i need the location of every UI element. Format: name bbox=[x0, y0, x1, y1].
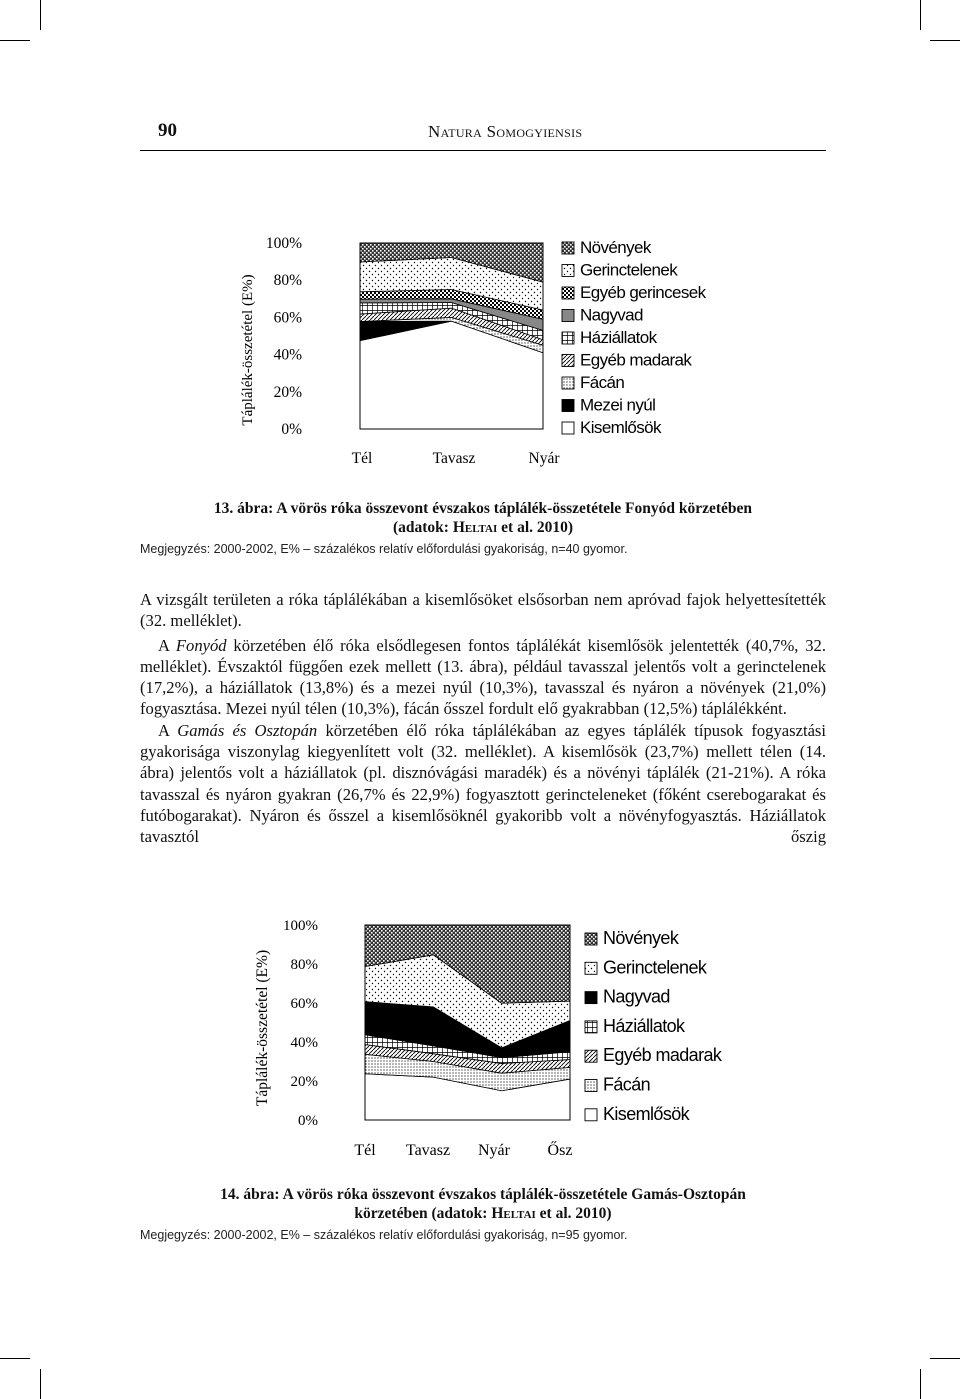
legend-label: Fácán bbox=[580, 373, 625, 392]
text-run: A bbox=[158, 635, 176, 655]
text-run: körzetében élő róka táplálékában az egyes táplálék típusok fogyasztási gyakorisága viszonylag kiegyenlített volt (32. melléklet). A kisemlősök (23,7%) mellett télen (14. ábra) jelentős volt a háziállatok (pl. disznóvágási maradék) és a növényi táplálék (21-21%). A róka tavasszal és nyáron gyakran (26,7% és 22,9%) fogyasztott gerincteleneket (főként cserebogarakat és futóbogarakat). Nyáron és ősszel a kisemlősöknél gyakoribb volt a növényfogyasztás. Háziállatok tavasztól őszig bbox=[140, 720, 827, 847]
legend-label: Háziállatok bbox=[603, 1015, 685, 1036]
legend-label: Egyéb madarak bbox=[580, 350, 692, 370]
stacked-area-plot bbox=[365, 925, 570, 1120]
legend-label: Egyéb madarak bbox=[603, 1045, 722, 1066]
caption-line: 14. ábra: A vörös róka összevont évszakos táplálék-összetétele Gamás-Osztopán bbox=[220, 1186, 746, 1203]
legend-swatch bbox=[562, 377, 574, 389]
crop-mark bbox=[40, 0, 41, 30]
legend-label: Háziállatok bbox=[580, 328, 657, 347]
y-tick-label: 40% bbox=[273, 346, 302, 364]
y-tick-label: 80% bbox=[290, 957, 318, 973]
legend-label: Növények bbox=[603, 928, 679, 948]
legend-swatch bbox=[585, 1021, 597, 1033]
legend-swatch bbox=[562, 332, 574, 344]
place-name: Gamás és Osztopán bbox=[177, 720, 318, 740]
legend-label: Kisemlősök bbox=[603, 1103, 690, 1124]
x-tick-label: Tél bbox=[354, 1142, 376, 1159]
legend-label: Nagyvad bbox=[603, 986, 670, 1007]
legend-swatch bbox=[562, 265, 574, 277]
y-tick-label: 0% bbox=[281, 421, 302, 438]
figure-13-note: Megjegyzés: 2000-2002, E% – százalékos relatív előfordulási gyakoriság, n=40 gyomor. bbox=[140, 542, 628, 556]
y-tick-label: 20% bbox=[290, 1074, 318, 1090]
legend-label: Fácán bbox=[603, 1074, 651, 1095]
legend bbox=[585, 928, 723, 1124]
legend-swatch bbox=[562, 242, 574, 254]
crop-mark bbox=[920, 0, 921, 30]
crop-mark bbox=[930, 1358, 960, 1359]
legend-label: Növények bbox=[580, 238, 651, 257]
caption-line bbox=[140, 1204, 826, 1223]
stacked-area-plot bbox=[360, 243, 543, 429]
x-tick-label: Ősz bbox=[547, 1142, 573, 1159]
y-axis-label: Táplálék-összetétel (E%) bbox=[254, 949, 271, 1107]
page-number: 90 bbox=[158, 120, 177, 141]
y-tick-label: 100% bbox=[283, 918, 318, 934]
caption-text: (adatok: bbox=[392, 519, 453, 536]
legend-swatch bbox=[585, 962, 597, 974]
journal-title: Natura Somogyiensis bbox=[428, 122, 583, 141]
y-tick-label: 80% bbox=[273, 272, 302, 290]
caption-line bbox=[140, 518, 826, 537]
crop-mark bbox=[920, 1369, 921, 1399]
y-tick-label: 60% bbox=[290, 996, 318, 1012]
crop-mark bbox=[0, 1358, 30, 1359]
caption-author: Heltai bbox=[452, 519, 498, 536]
legend-label: Egyéb gerincesek bbox=[580, 283, 706, 302]
place-name: Fonyód bbox=[175, 635, 227, 655]
figure-13-caption bbox=[140, 499, 826, 537]
y-tick-label: 20% bbox=[273, 383, 302, 401]
figure-14-note: Megjegyzés: 2000-2002, E% – százalékos relatív előfordulási gyakoriság, n=95 gyomor. bbox=[140, 1228, 628, 1242]
legend-label: Kisemlősök bbox=[580, 418, 661, 437]
y-tick-labels bbox=[283, 918, 318, 1129]
x-tick-label: Nyár bbox=[528, 450, 560, 467]
legend-swatch bbox=[585, 1109, 597, 1121]
paragraph bbox=[140, 635, 826, 720]
legend-swatch bbox=[585, 1050, 597, 1062]
caption-text: et al. 2010) bbox=[535, 1205, 612, 1222]
legend-swatch bbox=[562, 400, 574, 412]
crop-mark bbox=[930, 40, 960, 41]
x-tick-label: Nyár bbox=[478, 1142, 510, 1159]
legend-swatch bbox=[562, 287, 574, 299]
paragraph: A vizsgált területen a róka táplálékában a kisemlősöket elsősorban nem apróvad fajok helyettesítették (32. melléklet). bbox=[140, 590, 826, 631]
legend-swatch bbox=[562, 310, 574, 322]
y-tick-label: 100% bbox=[265, 235, 302, 252]
legend-label: Gerinctelenek bbox=[603, 957, 707, 978]
figure-14-caption bbox=[140, 1185, 826, 1223]
caption-line: 13. ábra: A vörös róka összevont évszakos táplálék-összetétele Fonyód körzetében bbox=[213, 500, 753, 517]
paragraph bbox=[140, 720, 826, 848]
running-header bbox=[140, 118, 826, 148]
caption-text: et al. 2010) bbox=[497, 519, 574, 536]
body-text bbox=[140, 589, 826, 848]
legend bbox=[562, 238, 707, 437]
y-tick-labels bbox=[266, 235, 302, 438]
text-run: körzetében élő róka elsődlegesen fontos táplálékát kisemlősök jelentették (40,7%, 32. melléklet). Évszaktól függően ezek mellett (13. ábra), például tavasszal jelentős volt a gerinctelenek (17,2%), a háziállatok (13,8%) és a mezei nyúl (10,3%), tavasszal és nyáron a növények (21,0%) fogyasztása. Mezei nyúl télen (10,3%), fácán ősszel fordult elő gyakrabban (12,5%) táplálékként. bbox=[140, 635, 826, 719]
x-tick-labels bbox=[354, 1140, 572, 1159]
legend-label: Gerinctelenek bbox=[580, 260, 678, 280]
legend-swatch bbox=[562, 355, 574, 367]
figure-14-chart bbox=[245, 910, 745, 1172]
figure-13-chart bbox=[230, 228, 750, 478]
y-axis-label: Táplálék-összetétel (E%) bbox=[240, 274, 256, 426]
x-tick-label: Tél bbox=[351, 450, 373, 467]
legend-swatch bbox=[585, 992, 597, 1004]
y-tick-label: 60% bbox=[273, 309, 302, 327]
text-run: A bbox=[158, 720, 178, 740]
header-rule bbox=[140, 150, 826, 151]
legend-swatch bbox=[585, 933, 597, 945]
legend-label: Nagyvad bbox=[580, 305, 643, 325]
crop-mark bbox=[40, 1369, 41, 1399]
x-tick-label: Tavasz bbox=[405, 1142, 451, 1159]
caption-text: körzetében (adatok: bbox=[354, 1205, 492, 1222]
y-tick-label: 0% bbox=[298, 1113, 318, 1129]
legend-swatch bbox=[562, 422, 574, 434]
legend-swatch bbox=[585, 1080, 597, 1092]
x-tick-labels bbox=[352, 450, 561, 467]
caption-author: Heltai bbox=[491, 1205, 536, 1222]
x-tick-label: Tavasz bbox=[432, 450, 476, 467]
y-tick-label: 40% bbox=[290, 1035, 318, 1051]
legend-label: Mezei nyúl bbox=[580, 395, 656, 415]
crop-mark bbox=[0, 40, 30, 41]
